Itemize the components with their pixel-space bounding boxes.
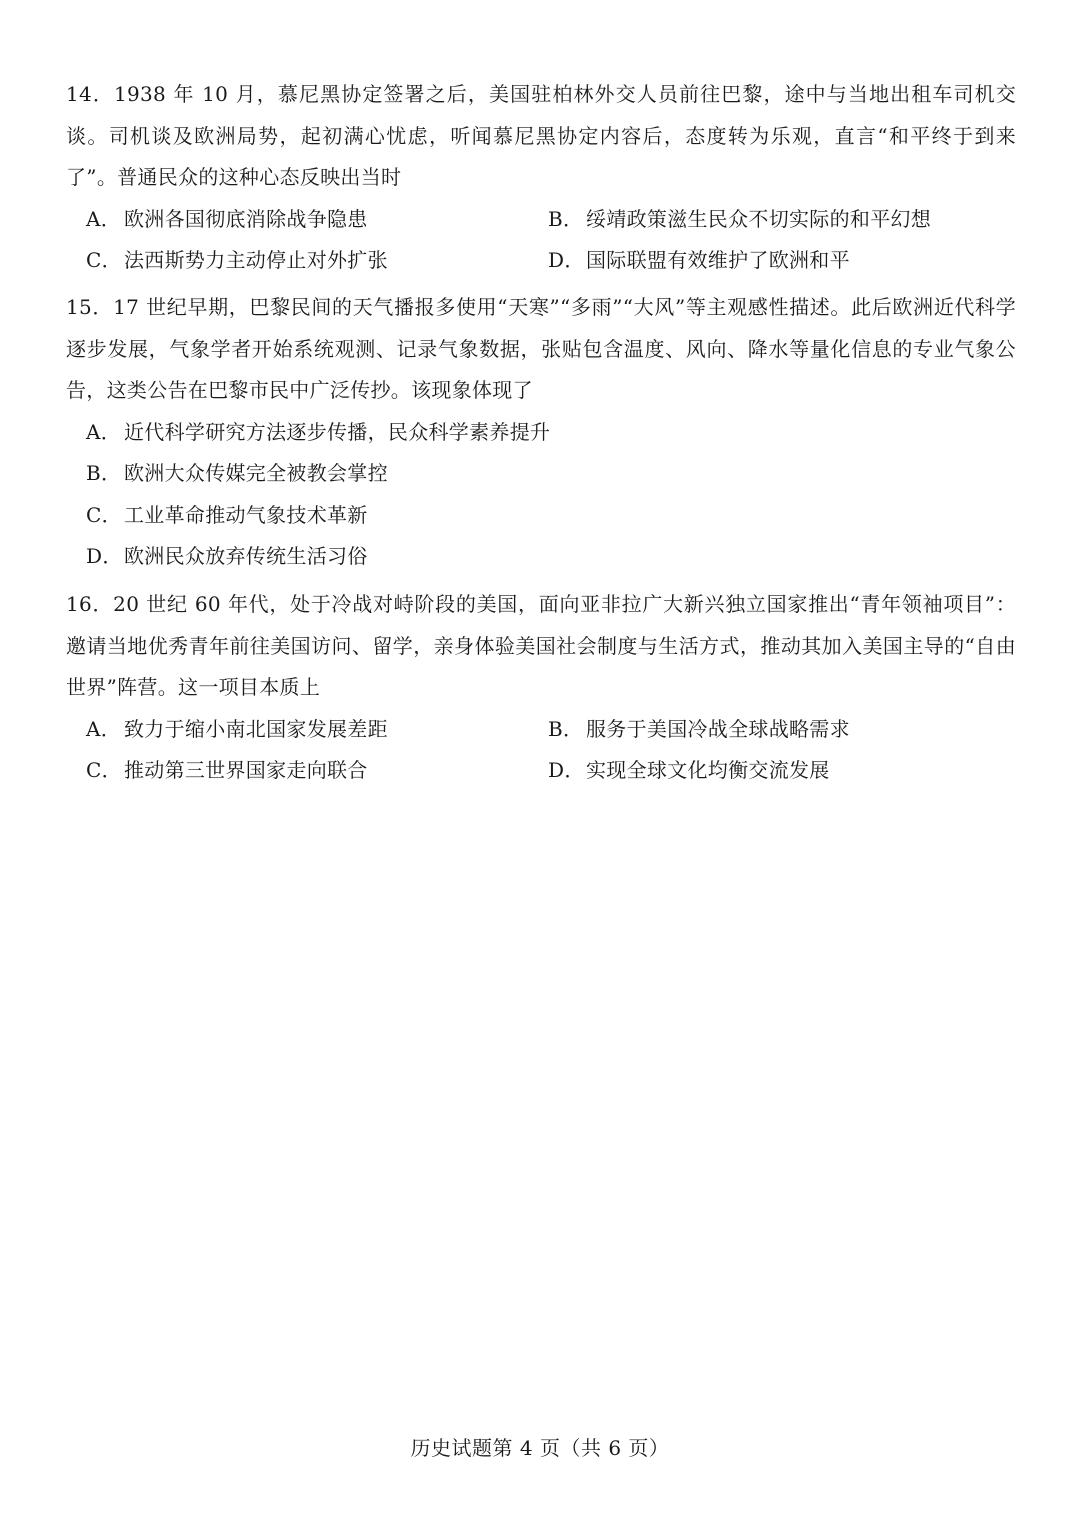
option-b	[548, 199, 1008, 241]
answer-options	[66, 199, 1016, 282]
option-letter: A．	[86, 206, 122, 231]
option-text: 法西斯势力主动停止对外扩张	[124, 248, 388, 272]
option-c	[86, 495, 1016, 537]
option-d	[548, 240, 1008, 282]
question-stem: 16．20 世纪 60 年代，处于冷战对峙阶段的美国，面向亚非拉广大新兴独立国家推出“青年领袖项目”：邀请当地优秀青年前往美国访问、留学，亲身体验美国社会制度与生活方式，推动其加入美国主导的“自由世界”阵营。这一项目本质上	[66, 592, 1016, 699]
question-stem: 15．17 世纪早期，巴黎民间的天气播报多使用“天寒”“多雨”“大风”等主观感性描述。此后欧洲近代科学逐步发展，气象学者开始系统观测、记录气象数据，张贴包含温度、风向、降水等量化信息的专业气象公告，这类公告在巴黎市民中广泛传抄。该现象体现了	[66, 295, 1016, 402]
option-d	[548, 750, 1008, 792]
option-text: 实现全球文化均衡交流发展	[586, 758, 830, 782]
answer-options	[66, 412, 1016, 578]
option-letter: D．	[548, 248, 585, 272]
answer-options	[66, 709, 1016, 792]
option-text: 致力于缩小南北国家发展差距	[124, 716, 388, 741]
option-letter: C．	[86, 502, 122, 527]
option-b	[86, 453, 1016, 495]
option-text: 服务于美国冷战全球战略需求	[586, 716, 850, 741]
option-c	[86, 240, 548, 282]
option-d	[86, 536, 1016, 578]
option-letter: B．	[86, 461, 122, 485]
option-a	[86, 709, 548, 751]
page-footer: 历史试题第 4 页（共 6 页）	[410, 1436, 670, 1460]
option-text: 欧洲大众传媒完全被教会掌控	[124, 461, 388, 485]
option-b	[548, 709, 1008, 751]
option-text: 欧洲各国彻底消除战争隐患	[124, 206, 368, 231]
option-c	[86, 750, 548, 792]
question-16	[66, 584, 1016, 792]
option-text: 工业革命推动气象技术革新	[124, 502, 368, 527]
option-text: 推动第三世界国家走向联合	[124, 758, 368, 782]
question-14	[66, 74, 1016, 282]
option-letter: A．	[86, 716, 122, 741]
option-letter: A．	[86, 419, 122, 444]
option-letter: B．	[548, 206, 584, 231]
option-text: 国际联盟有效维护了欧洲和平	[586, 248, 850, 272]
option-text: 绥靖政策滋生民众不切实际的和平幻想	[586, 206, 932, 231]
option-text: 近代科学研究方法逐步传播，民众科学素养提升	[124, 419, 551, 444]
option-text: 欧洲民众放弃传统生活习俗	[124, 544, 368, 568]
question-stem: 14．1938 年 10 月，慕尼黑协定签署之后，美国驻柏林外交人员前往巴黎，途中与当地出租车司机交谈。司机谈及欧洲局势，起初满心忧虑，听闻慕尼黑协定内容后，态度转为乐观，直言“和平终于到来了”。普通民众的这种心态反映出当时	[66, 82, 1016, 189]
option-letter: B．	[548, 716, 584, 741]
option-a	[86, 412, 1016, 454]
option-letter: D．	[86, 544, 123, 568]
question-15	[66, 287, 1016, 578]
option-letter: C．	[86, 248, 122, 272]
option-a	[86, 199, 548, 241]
option-letter: D．	[548, 758, 585, 782]
option-letter: C．	[86, 758, 122, 782]
